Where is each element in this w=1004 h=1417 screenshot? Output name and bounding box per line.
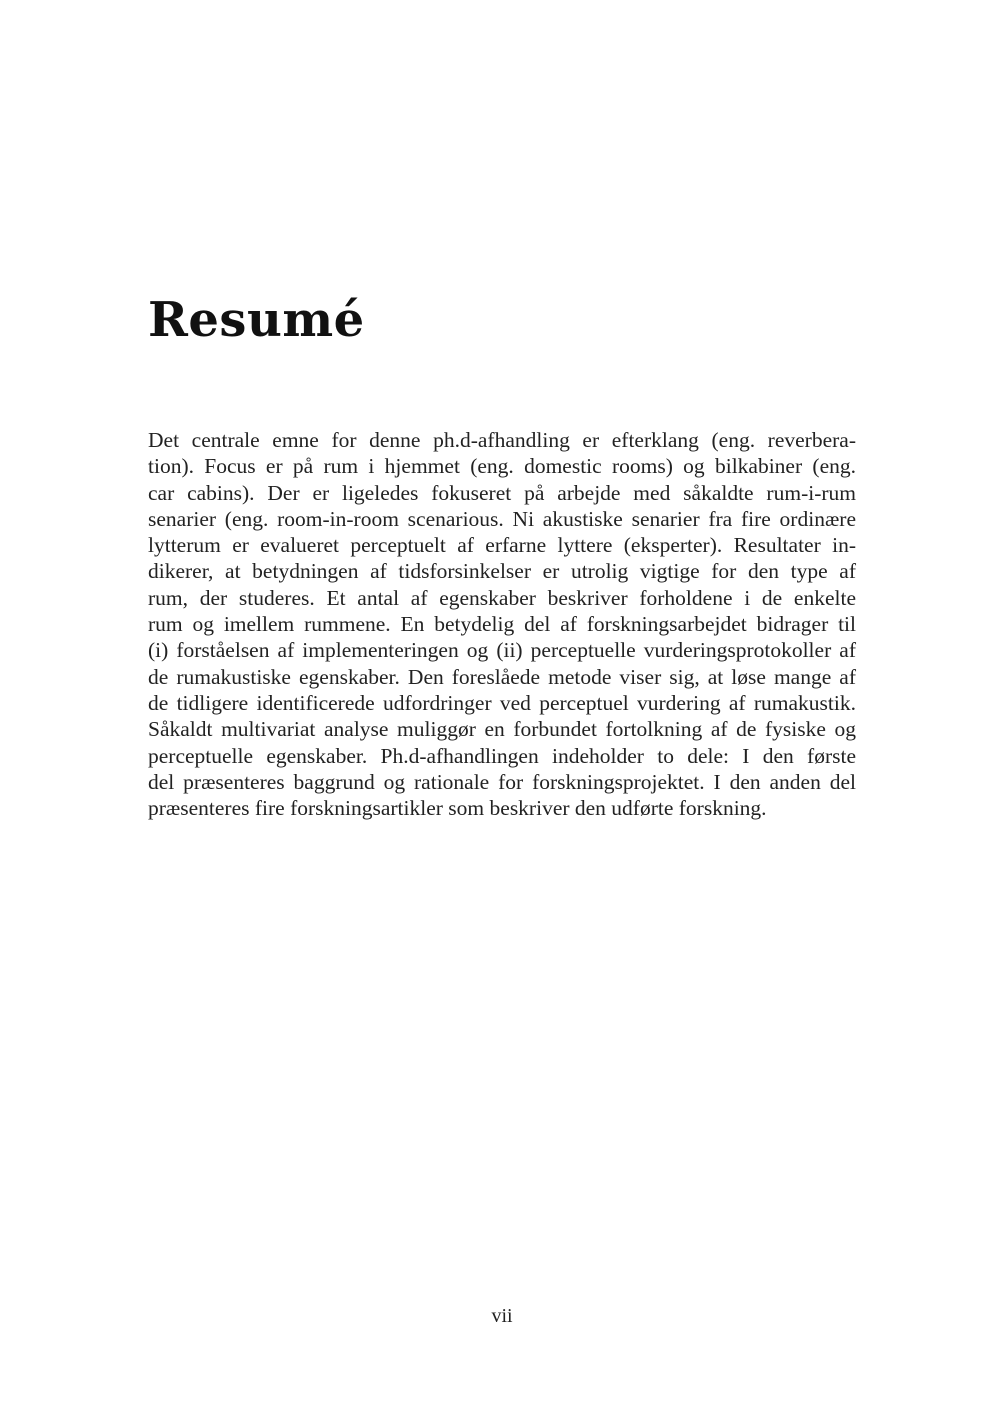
paragraph-line: senarier (eng. room-in-room scenarious. Ni akustiske senarier fra fire ordinære bbox=[148, 506, 856, 531]
paragraph-line: lytterum er evalueret perceptuelt af erfarne lyttere (eksperter). Resultater in- bbox=[148, 533, 856, 558]
paragraph-line: rum og imellem rummene. En betydelig del af forskningsarbejdet bidrager til bbox=[148, 612, 856, 637]
paragraph-line: Såkaldt multivariat analyse muliggør en forbundet fortolkning af de fysiske og bbox=[148, 717, 856, 742]
paragraph-line: tion). Focus er på rum i hjemmet (eng. domestic rooms) og bilkabiner (eng. bbox=[148, 454, 856, 479]
paragraph-line: de rumakustiske egenskaber. Den foreslåede metode viser sig, at løse mange af bbox=[148, 664, 856, 689]
paragraph-line: Det centrale emne for denne ph.d-afhandling er efterklang (eng. reverbera- bbox=[148, 428, 856, 452]
paragraph-line: del præsenteres baggrund og rationale for forskningsprojektet. I den anden del bbox=[148, 769, 856, 794]
paragraph-line: perceptuelle egenskaber. Ph.d-afhandlingen indeholder to dele: I den første bbox=[148, 743, 856, 768]
paragraph-line: præsenteres fire forskningsartikler som beskriver den udførte forskning. bbox=[148, 796, 767, 821]
paragraph-line: car cabins). Der er ligeledes fokuseret på arbejde med såkaldte rum-i-rum bbox=[148, 480, 856, 505]
paragraph-line: rum, der studeres. Et antal af egenskaber beskriver forholdene i de enkelte bbox=[148, 585, 856, 610]
abstract-paragraph bbox=[148, 427, 856, 821]
page-number: vii bbox=[491, 1305, 513, 1327]
paragraph-line: (i) forståelsen af implementeringen og (ii) perceptuelle vurderingsprotokoller af bbox=[148, 638, 856, 663]
paragraph-line: dikerer, at betydningen af tidsforsinkelser er utrolig vigtige for den type af bbox=[148, 559, 856, 584]
chapter-title: Resumé bbox=[148, 292, 365, 348]
paragraph-line: de tidligere identificerede udfordringer ved perceptuel vurdering af rumakustik. bbox=[148, 690, 856, 715]
